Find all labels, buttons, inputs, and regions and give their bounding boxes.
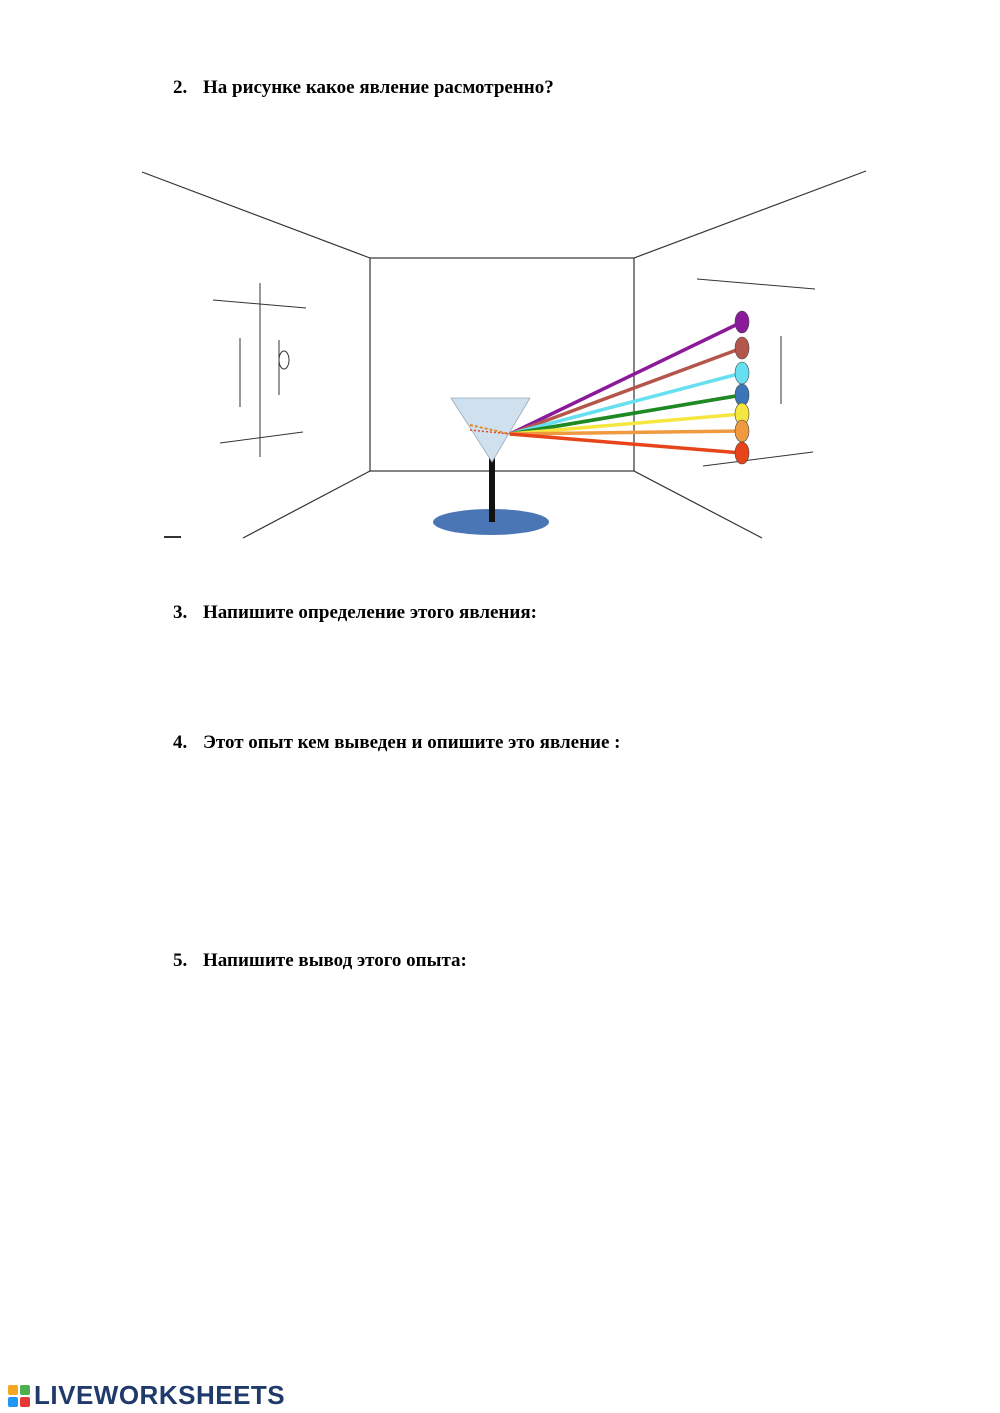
prism-experiment-illustration (0, 0, 1000, 600)
spectrum-ray (510, 395, 742, 434)
spectrum-spot (735, 442, 749, 464)
ceiling-left-edge (142, 172, 370, 258)
question-text: Напишите вывод этого опыта: (203, 950, 467, 971)
spectrum-spots (735, 311, 749, 464)
question-text: Этот опыт кем выведен и опишите это явление : (203, 732, 621, 753)
spectrum-spot (735, 311, 749, 333)
question-5 (173, 950, 467, 972)
spectrum-ray (510, 348, 742, 434)
question-3 (173, 602, 537, 624)
question-number: 4. (173, 732, 188, 753)
question-text: Напишите определение этого явления: (203, 602, 537, 623)
spectrum-rays (510, 322, 742, 453)
spectrum-spot (735, 337, 749, 359)
floor-left-edge (243, 471, 370, 538)
question-number: 5. (173, 950, 188, 971)
spectrum-spot (735, 362, 749, 384)
spectrum-ray (510, 434, 742, 453)
ceiling-right-edge (634, 171, 866, 258)
window-sketch (164, 283, 306, 537)
question-number: 2. (173, 77, 188, 98)
right-wall-sketch (697, 279, 815, 466)
logo-mark-icon (8, 1385, 30, 1407)
prism-on-stand (433, 398, 549, 535)
spectrum-spot (735, 420, 749, 442)
logo-text: LIVEWORKSHEETS (34, 1380, 286, 1410)
question-text: На рисунке какое явление расмотренно? (203, 77, 554, 98)
floor-right-edge (634, 471, 762, 538)
question-4 (173, 732, 620, 754)
question-number: 3. (173, 602, 188, 623)
liveworksheets-logo (8, 1380, 285, 1411)
room-outline (142, 171, 866, 538)
